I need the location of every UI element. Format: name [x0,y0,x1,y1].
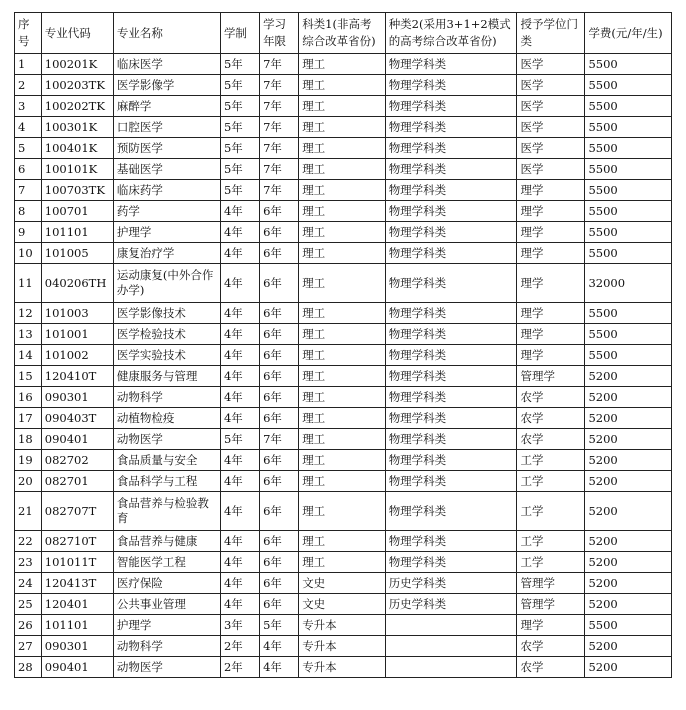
cell-name: 临床医学 [113,54,220,75]
cell-length: 2年 [220,657,259,678]
cell-fee: 5200 [585,408,672,429]
cell-length: 5年 [220,54,259,75]
header-length: 学制 [220,13,259,54]
cell-fee: 5200 [585,552,672,573]
cell-fee: 5500 [585,96,672,117]
cell-name: 麻醉学 [113,96,220,117]
cell-index: 28 [15,657,42,678]
cell-name: 预防医学 [113,138,220,159]
cell-degree: 农学 [517,657,585,678]
cell-degree: 医学 [517,138,585,159]
cell-code: 100701 [41,201,113,222]
cell-track2: 物理学科类 [385,324,517,345]
cell-years: 4年 [260,636,299,657]
cell-fee: 5500 [585,138,672,159]
cell-fee: 5500 [585,243,672,264]
cell-track2: 物理学科类 [385,75,517,96]
cell-track1: 理工 [299,96,386,117]
cell-fee: 5200 [585,492,672,531]
cell-index: 20 [15,471,42,492]
cell-index: 19 [15,450,42,471]
cell-fee: 5500 [585,180,672,201]
cell-name: 动物科学 [113,636,220,657]
cell-length: 2年 [220,636,259,657]
cell-degree: 医学 [517,54,585,75]
cell-name: 运动康复(中外合作办学) [113,264,220,303]
cell-track2: 物理学科类 [385,222,517,243]
cell-name: 食品科学与工程 [113,471,220,492]
cell-length: 5年 [220,117,259,138]
cell-degree: 管理学 [517,594,585,615]
cell-length: 4年 [220,345,259,366]
cell-code: 100202TK [41,96,113,117]
header-years: 学习年限 [260,13,299,54]
cell-track2: 历史学科类 [385,573,517,594]
cell-years: 6年 [260,201,299,222]
cell-degree: 理学 [517,264,585,303]
cell-track1: 文史 [299,594,386,615]
cell-fee: 5200 [585,573,672,594]
cell-code: 101011T [41,552,113,573]
cell-track2: 物理学科类 [385,387,517,408]
cell-fee: 32000 [585,264,672,303]
cell-track2: 历史学科类 [385,594,517,615]
cell-track2: 物理学科类 [385,345,517,366]
cell-fee: 5500 [585,615,672,636]
cell-index: 23 [15,552,42,573]
cell-code: 100203TK [41,75,113,96]
cell-track2: 物理学科类 [385,138,517,159]
cell-index: 2 [15,75,42,96]
cell-years: 6年 [260,264,299,303]
cell-fee: 5200 [585,531,672,552]
cell-name: 临床药学 [113,180,220,201]
cell-track1: 理工 [299,138,386,159]
cell-code: 090301 [41,387,113,408]
cell-name: 医疗保险 [113,573,220,594]
cell-track1: 理工 [299,180,386,201]
cell-degree: 农学 [517,636,585,657]
cell-length: 4年 [220,594,259,615]
cell-track1: 理工 [299,303,386,324]
cell-years: 7年 [260,180,299,201]
cell-track1: 理工 [299,387,386,408]
cell-index: 16 [15,387,42,408]
cell-track2: 物理学科类 [385,471,517,492]
cell-degree: 理学 [517,324,585,345]
cell-length: 4年 [220,450,259,471]
table-body [15,54,672,678]
cell-index: 21 [15,492,42,531]
cell-code: 100401K [41,138,113,159]
cell-track2: 物理学科类 [385,450,517,471]
cell-years: 6年 [260,594,299,615]
table-row [15,201,672,222]
cell-degree: 医学 [517,96,585,117]
cell-code: 101001 [41,324,113,345]
cell-years: 6年 [260,387,299,408]
cell-years: 7年 [260,159,299,180]
cell-code: 100703TK [41,180,113,201]
cell-length: 4年 [220,243,259,264]
table-row [15,54,672,75]
cell-code: 100201K [41,54,113,75]
cell-years: 4年 [260,657,299,678]
cell-track2 [385,636,517,657]
cell-index: 18 [15,429,42,450]
cell-years: 7年 [260,75,299,96]
cell-track2: 物理学科类 [385,429,517,450]
cell-track1: 理工 [299,159,386,180]
cell-name: 医学检验技术 [113,324,220,345]
cell-years: 6年 [260,552,299,573]
cell-years: 6年 [260,492,299,531]
cell-track2: 物理学科类 [385,531,517,552]
cell-index: 8 [15,201,42,222]
cell-years: 7年 [260,429,299,450]
cell-degree: 农学 [517,429,585,450]
cell-track2 [385,615,517,636]
cell-name: 智能医学工程 [113,552,220,573]
cell-length: 5年 [220,138,259,159]
cell-track1: 理工 [299,222,386,243]
table-row [15,450,672,471]
cell-index: 14 [15,345,42,366]
cell-name: 医学实验技术 [113,345,220,366]
cell-degree: 管理学 [517,573,585,594]
cell-code: 120401 [41,594,113,615]
cell-track1: 理工 [299,75,386,96]
header-code: 专业代码 [41,13,113,54]
cell-years: 6年 [260,450,299,471]
cell-track1: 理工 [299,531,386,552]
cell-fee: 5200 [585,450,672,471]
cell-track1: 理工 [299,117,386,138]
cell-name: 食品质量与安全 [113,450,220,471]
cell-code: 090401 [41,657,113,678]
cell-track1: 理工 [299,471,386,492]
cell-length: 5年 [220,429,259,450]
cell-code: 040206TH [41,264,113,303]
cell-code: 090401 [41,429,113,450]
header-track2: 种类2(采用3+1+2模式的高考综合改革省份) [385,13,517,54]
cell-code: 082710T [41,531,113,552]
cell-degree: 医学 [517,159,585,180]
cell-code: 120410T [41,366,113,387]
cell-name: 护理学 [113,615,220,636]
cell-degree: 理学 [517,303,585,324]
cell-years: 6年 [260,345,299,366]
cell-fee: 5500 [585,345,672,366]
table-row [15,408,672,429]
cell-degree: 工学 [517,552,585,573]
cell-name: 口腔医学 [113,117,220,138]
cell-length: 4年 [220,552,259,573]
cell-name: 食品营养与检验教育 [113,492,220,531]
cell-track2 [385,657,517,678]
table-header-row [15,13,672,54]
table-row [15,243,672,264]
cell-code: 082707T [41,492,113,531]
cell-track1: 理工 [299,243,386,264]
cell-track2: 物理学科类 [385,159,517,180]
cell-years: 7年 [260,96,299,117]
cell-track2: 物理学科类 [385,180,517,201]
cell-fee: 5500 [585,201,672,222]
cell-index: 15 [15,366,42,387]
cell-degree: 农学 [517,387,585,408]
cell-index: 4 [15,117,42,138]
cell-years: 6年 [260,243,299,264]
cell-code: 101101 [41,615,113,636]
cell-code: 082702 [41,450,113,471]
cell-name: 动植物检疫 [113,408,220,429]
cell-name: 健康服务与管理 [113,366,220,387]
cell-length: 4年 [220,222,259,243]
cell-track1: 专升本 [299,657,386,678]
cell-length: 4年 [220,264,259,303]
cell-fee: 5500 [585,75,672,96]
table-row [15,345,672,366]
cell-track2: 物理学科类 [385,96,517,117]
cell-length: 4年 [220,531,259,552]
cell-fee: 5200 [585,657,672,678]
cell-index: 10 [15,243,42,264]
cell-index: 1 [15,54,42,75]
cell-index: 3 [15,96,42,117]
cell-fee: 5500 [585,159,672,180]
table-row [15,117,672,138]
cell-track1: 理工 [299,345,386,366]
cell-length: 4年 [220,324,259,345]
cell-track1: 理工 [299,450,386,471]
cell-index: 26 [15,615,42,636]
table-row [15,366,672,387]
cell-degree: 理学 [517,201,585,222]
table-row [15,531,672,552]
cell-degree: 工学 [517,471,585,492]
cell-length: 4年 [220,471,259,492]
cell-code: 120413T [41,573,113,594]
table-row [15,471,672,492]
table-row [15,492,672,531]
cell-degree: 理学 [517,615,585,636]
cell-length: 3年 [220,615,259,636]
cell-degree: 工学 [517,531,585,552]
cell-degree: 理学 [517,180,585,201]
cell-years: 6年 [260,303,299,324]
cell-index: 17 [15,408,42,429]
cell-code: 101005 [41,243,113,264]
cell-index: 6 [15,159,42,180]
cell-years: 6年 [260,408,299,429]
cell-fee: 5200 [585,594,672,615]
cell-code: 090301 [41,636,113,657]
table-row [15,324,672,345]
cell-fee: 5200 [585,366,672,387]
table-row [15,75,672,96]
header-fee: 学费(元/年/生) [585,13,672,54]
cell-track1: 理工 [299,492,386,531]
cell-years: 6年 [260,531,299,552]
cell-code: 101101 [41,222,113,243]
cell-code: 082701 [41,471,113,492]
table-row [15,552,672,573]
cell-degree: 农学 [517,408,585,429]
cell-index: 12 [15,303,42,324]
cell-years: 6年 [260,324,299,345]
cell-code: 101003 [41,303,113,324]
cell-fee: 5500 [585,324,672,345]
cell-track2: 物理学科类 [385,54,517,75]
table-row [15,615,672,636]
majors-table [14,12,672,678]
cell-track1: 理工 [299,366,386,387]
cell-code: 101002 [41,345,113,366]
table-row [15,159,672,180]
cell-track1: 文史 [299,573,386,594]
cell-fee: 5200 [585,636,672,657]
header-track1: 科类1(非高考综合改革省份) [299,13,386,54]
table-row [15,387,672,408]
table-row [15,96,672,117]
cell-degree: 理学 [517,345,585,366]
table-row [15,303,672,324]
table-row [15,138,672,159]
cell-track1: 理工 [299,429,386,450]
cell-fee: 5500 [585,303,672,324]
cell-length: 4年 [220,408,259,429]
cell-index: 9 [15,222,42,243]
header-name: 专业名称 [113,13,220,54]
cell-degree: 医学 [517,117,585,138]
cell-index: 5 [15,138,42,159]
cell-code: 100301K [41,117,113,138]
table-row [15,636,672,657]
cell-fee: 5500 [585,117,672,138]
cell-degree: 医学 [517,75,585,96]
cell-name: 动物科学 [113,387,220,408]
cell-track2: 物理学科类 [385,492,517,531]
cell-years: 5年 [260,615,299,636]
cell-fee: 5500 [585,54,672,75]
cell-index: 11 [15,264,42,303]
cell-index: 13 [15,324,42,345]
cell-fee: 5200 [585,387,672,408]
cell-index: 27 [15,636,42,657]
cell-years: 7年 [260,117,299,138]
cell-degree: 工学 [517,492,585,531]
cell-name: 护理学 [113,222,220,243]
cell-track1: 理工 [299,264,386,303]
cell-length: 4年 [220,366,259,387]
header-index: 序号 [15,13,42,54]
cell-length: 4年 [220,387,259,408]
cell-name: 基础医学 [113,159,220,180]
table-row [15,429,672,450]
cell-track2: 物理学科类 [385,117,517,138]
cell-length: 4年 [220,201,259,222]
cell-degree: 工学 [517,450,585,471]
cell-track1: 专升本 [299,636,386,657]
cell-name: 食品营养与健康 [113,531,220,552]
table-row [15,264,672,303]
cell-index: 25 [15,594,42,615]
cell-length: 5年 [220,75,259,96]
cell-length: 5年 [220,159,259,180]
cell-track1: 理工 [299,201,386,222]
cell-track1: 理工 [299,54,386,75]
cell-years: 7年 [260,54,299,75]
cell-track2: 物理学科类 [385,408,517,429]
cell-track2: 物理学科类 [385,264,517,303]
cell-fee: 5200 [585,471,672,492]
cell-years: 7年 [260,138,299,159]
table-row [15,594,672,615]
cell-years: 6年 [260,573,299,594]
cell-name: 动物医学 [113,657,220,678]
cell-code: 100101K [41,159,113,180]
cell-track1: 专升本 [299,615,386,636]
header-degree: 授予学位门类 [517,13,585,54]
cell-name: 药学 [113,201,220,222]
cell-track2: 物理学科类 [385,243,517,264]
cell-name: 医学影像学 [113,75,220,96]
table-row [15,573,672,594]
cell-index: 24 [15,573,42,594]
cell-length: 5年 [220,96,259,117]
cell-code: 090403T [41,408,113,429]
cell-name: 公共事业管理 [113,594,220,615]
cell-fee: 5200 [585,429,672,450]
cell-track2: 物理学科类 [385,552,517,573]
cell-length: 4年 [220,303,259,324]
cell-degree: 理学 [517,243,585,264]
table-row [15,222,672,243]
cell-track2: 物理学科类 [385,366,517,387]
cell-years: 6年 [260,222,299,243]
cell-degree: 理学 [517,222,585,243]
cell-track2: 物理学科类 [385,201,517,222]
cell-degree: 管理学 [517,366,585,387]
cell-length: 4年 [220,492,259,531]
cell-name: 医学影像技术 [113,303,220,324]
cell-track1: 理工 [299,552,386,573]
cell-track1: 理工 [299,324,386,345]
table-row [15,657,672,678]
cell-years: 6年 [260,471,299,492]
cell-track2: 物理学科类 [385,303,517,324]
cell-length: 4年 [220,573,259,594]
cell-index: 7 [15,180,42,201]
cell-length: 5年 [220,180,259,201]
cell-name: 康复治疗学 [113,243,220,264]
table-row [15,180,672,201]
cell-track1: 理工 [299,408,386,429]
cell-name: 动物医学 [113,429,220,450]
cell-fee: 5500 [585,222,672,243]
cell-index: 22 [15,531,42,552]
cell-years: 6年 [260,366,299,387]
